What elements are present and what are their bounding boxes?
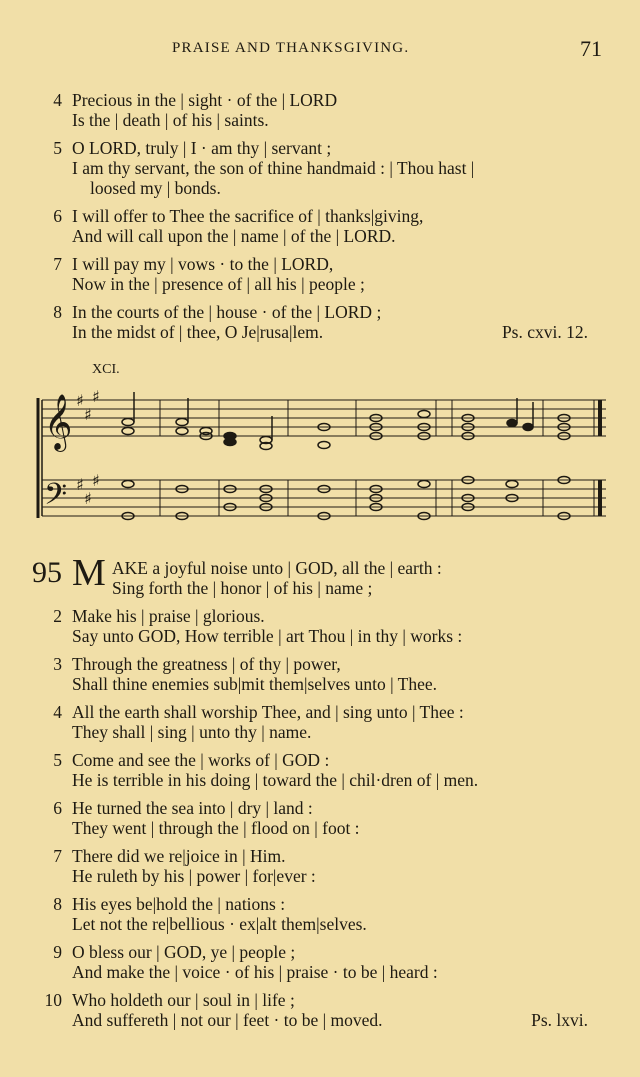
verse-line: He ruleth by his | power | for|ever : (72, 866, 316, 886)
running-title: PRAISE AND THANKSGIVING. (172, 40, 410, 56)
verse-line: And make the | voice · of his | praise · to be | heard : (72, 962, 438, 982)
scripture-reference: Ps. cxvi. 12. (501, 322, 588, 342)
verse-number: 10 (44, 990, 62, 1010)
verse-line: They went | through the | flood on | foot : (72, 818, 360, 838)
verse-line: Now in the | presence of | all his | people ; (72, 274, 365, 294)
treble-clef-icon: 𝄞 (44, 394, 73, 450)
verse-number: 8 (53, 302, 62, 322)
verse-line: In the courts of the | house · of the | LORD ; (72, 302, 382, 322)
verse-number: 4 (53, 702, 62, 722)
verse-line: Is the | death | of his | saints. (72, 110, 269, 130)
verse-number: 6 (53, 798, 62, 818)
svg-text:♯: ♯ (84, 489, 92, 508)
svg-text:♯: ♯ (76, 475, 84, 494)
verse-line: They shall | sing | unto thy | name. (72, 722, 312, 742)
verse-line: He is terrible in his doing | toward the | chil·dren of | men. (72, 770, 479, 790)
music-score (34, 380, 614, 540)
verse-number: 7 (53, 254, 62, 274)
verse-line: Make his | praise | glorious. (72, 606, 265, 626)
scripture-reference: Ps. lxvi. (531, 1010, 588, 1030)
treble-notes (122, 392, 570, 450)
svg-text:♯: ♯ (84, 405, 92, 424)
verse-line: I will offer to Thee the sacrifice of | thanks|giving, (72, 206, 424, 226)
verse-line: I am thy servant, the son of thine handmaid : | Thou hast | (72, 158, 475, 178)
verse-line: And suffereth | not our | feet · to be | moved. (72, 1010, 383, 1030)
svg-text:♯: ♯ (92, 387, 100, 406)
verse-line: There did we re|joice in | Him. (72, 846, 286, 866)
verse-number: 4 (53, 90, 62, 110)
key-signature (76, 387, 100, 508)
verse-number: 2 (53, 606, 62, 626)
verse-line: O bless our | GOD, ye | people ; (72, 942, 296, 962)
verse-number: 8 (53, 894, 62, 914)
verse-line: He turned the sea into | dry | land : (72, 798, 313, 818)
page-header (0, 36, 640, 66)
verse-line: Who holdeth our | soul in | life ; (72, 990, 295, 1010)
verse-line: O LORD, truly | I · am thy | servant ; (72, 138, 332, 158)
verse-line: I will pay my | vows · to the | LORD, (72, 254, 334, 274)
verse-line: His eyes be|hold the | nations : (72, 894, 286, 914)
verse-line: All the earth shall worship Thee, and | sing unto | Thee : (72, 702, 464, 722)
verse-line: Come and see the | works of | GOD : (72, 750, 330, 770)
svg-text:♯: ♯ (76, 391, 84, 410)
verse-line: Say unto GOD, How terrible | art Thou | in thy | works : (72, 626, 463, 646)
verse-number: 3 (53, 654, 62, 674)
verse-number: 5 (53, 750, 62, 770)
verse-line: Sing forth the | honor | of his | name ; (112, 578, 373, 598)
verse-number: 7 (53, 846, 62, 866)
verse-line: AKE a joyful noise unto | GOD, all the | earth : (112, 558, 442, 578)
page-number: 71 (580, 36, 602, 61)
verse-line: Let not the re|bellious · ex|alt them|selves. (72, 914, 367, 934)
drop-cap: M (72, 552, 106, 594)
verse-number: 6 (53, 206, 62, 226)
psalm-number: 95 (32, 556, 62, 589)
verse-line: Through the greatness | of thy | power, (72, 654, 341, 674)
svg-text:♯: ♯ (92, 471, 100, 490)
verse-number: 9 (53, 942, 62, 962)
verse-number: 5 (53, 138, 62, 158)
verse-line: In the midst of | thee, O Je|rusa|lem. (72, 322, 324, 342)
verse-line: Precious in the | sight · of the | LORD (72, 90, 338, 110)
verse-line: And will call upon the | name | of the | LORD. (72, 226, 396, 246)
verse-line: loosed my | bonds. (90, 178, 221, 198)
bass-clef-icon: 𝄢 (44, 478, 68, 519)
tune-number: XCI. (92, 362, 120, 377)
verse-line: Shall thine enemies sub|mit them|selves unto | Thee. (72, 674, 437, 694)
